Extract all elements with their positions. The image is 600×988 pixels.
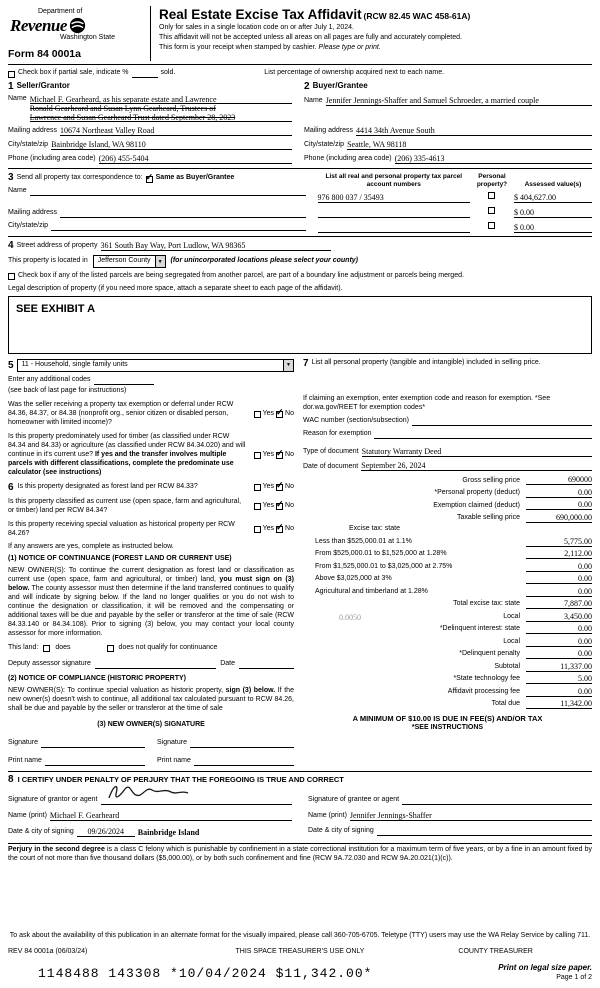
assessed-value-input-3[interactable]: $ 0.00: [514, 223, 592, 233]
technology-fee-value[interactable]: 5.00: [526, 674, 592, 684]
title-block: [150, 6, 592, 61]
exemption-note: If claiming an exemption, enter exemption code and reason for exemption. *See dor.wa.gov/REET for exemption codes*: [303, 395, 551, 412]
unincorporated-note: (for unincorporated locations please select your county): [170, 257, 358, 265]
check-icon: ✓: [276, 407, 284, 417]
buyer-csz-label: City/state/zip: [304, 141, 345, 149]
deputy-date-input[interactable]: [239, 660, 294, 669]
yes-label: Yes: [262, 483, 275, 491]
delinquent-interest-state-value[interactable]: 0.00: [526, 624, 592, 634]
segregated-checkbox[interactable]: [8, 273, 15, 280]
tax-correspondence-section: [8, 173, 318, 233]
corr-mailing-label: Mailing address: [8, 209, 58, 217]
property-location-section: [8, 236, 592, 354]
tax-row-bracket-3: [303, 562, 592, 572]
land-does-checkbox[interactable]: [43, 645, 50, 652]
buyer-csz-input[interactable]: Seattle, WA 98118: [347, 140, 592, 150]
grantor-date-input[interactable]: 09/26/2024: [77, 827, 135, 837]
tax-label: Less than $525,000.01 at 1.1%: [315, 537, 412, 545]
corr-csz-input[interactable]: [51, 222, 305, 231]
perjury-statement: [8, 843, 592, 864]
tax-label: Local: [503, 612, 520, 620]
parties-section: [8, 81, 592, 168]
located-in-label: This property is located in: [8, 257, 88, 265]
county-select-value: Jefferson County: [97, 257, 151, 265]
corr-name-label: Name: [8, 187, 27, 195]
corr-csz-label: City/state/zip: [8, 222, 49, 230]
subtotal-value[interactable]: 11,337.00: [526, 662, 592, 672]
grantee-sig-label: Signature of grantee or agent: [308, 795, 400, 803]
tax-row-total-state: [303, 599, 592, 609]
additional-codes-label: Enter any additional codes: [8, 376, 91, 384]
owner-print-name-label-1: Print name: [8, 756, 42, 764]
same-as-buyer-checkbox[interactable]: [145, 172, 154, 183]
chevron-down-icon: ▼: [283, 360, 293, 371]
chevron-down-icon: ▼: [155, 256, 165, 267]
header-note-2: This affidavit will not be accepted unless all areas on all pages are fully and accurately completed.: [159, 34, 462, 42]
buyer-phone-input[interactable]: (206) 335-4613: [395, 154, 592, 164]
buyer-mailing-input[interactable]: 4414 34th Avenue South: [356, 126, 592, 136]
main-columns: [8, 354, 592, 766]
header-note-3: This form is your receipt when stamped by cashier.: [159, 44, 317, 52]
reason-exemption-label: Reason for exemption: [303, 430, 372, 438]
s5q1-yes-checkbox[interactable]: [254, 411, 261, 418]
section-1-number: 1: [8, 80, 14, 92]
grantee-date-city-label: Date & city of signing: [308, 827, 374, 834]
section-2-number: 2: [304, 80, 310, 92]
excise-tax-table: [303, 475, 592, 709]
form-header: [8, 6, 592, 65]
grantee-print-label: Name (print): [308, 812, 347, 819]
delinquent-penalty-value[interactable]: 0.00: [526, 649, 592, 659]
gross-selling-price-value[interactable]: 690000: [526, 475, 592, 485]
parcel-number-input-3[interactable]: [318, 223, 470, 233]
type-or-print-note: Please type or print.: [318, 44, 381, 52]
section-4-number: 4: [8, 240, 14, 252]
partial-sale-label: Check box if partial sale, indicate %: [18, 69, 129, 77]
check-icon: ✓: [276, 499, 284, 510]
grantee-signature-block: [308, 790, 592, 837]
reason-exemption-input[interactable]: [374, 430, 592, 439]
total-due-value[interactable]: 11,342.00: [526, 699, 592, 709]
revenue-wordmark: Revenue: [10, 15, 67, 35]
exemption-claimed-value[interactable]: 0.00: [526, 500, 592, 510]
seller-phone-label: Phone (including area code): [8, 155, 96, 163]
owner-signature-input-2[interactable]: [190, 739, 294, 748]
personal-property-header: Personal property?: [476, 173, 508, 188]
tax-row-bracket-1: [303, 537, 592, 547]
correspondence-label: Send all property tax correspondence to:: [16, 174, 143, 182]
buyer-grantee-title: Buyer/Grantee: [312, 81, 368, 91]
treasurer-space-label: THIS SPACE TREASURER'S USE ONLY: [235, 948, 365, 956]
tax-row-local: [303, 612, 592, 622]
seller-csz-label: City/state/zip: [8, 141, 49, 148]
segregated-label: Check box if any of the listed parcels are being segregated from another parcel, are part of a boundary line adjustment or parcels being merged.: [18, 272, 464, 280]
grantee-print-name-input[interactable]: Jennifer Jennings-Shaffer: [350, 811, 592, 821]
grantor-sig-label: Signature of grantor or agent: [8, 795, 98, 803]
parcel-table: [318, 173, 592, 233]
bracket-2-value[interactable]: 2,112.00: [526, 549, 592, 559]
s5q2-no-checkbox[interactable]: [276, 447, 284, 459]
tax-row-exemption-deduct: [303, 500, 592, 510]
tax-label: Above $3,025,000 at 3%: [315, 575, 392, 583]
tax-label: Total excise tax: state: [453, 600, 520, 608]
street-address-label: Street address of property: [16, 242, 98, 250]
doc-type-input[interactable]: Statutory Warranty Deed: [362, 447, 592, 457]
county-treasurer-label: COUNTY TREASURER: [458, 948, 533, 956]
doc-type-label: Type of document: [303, 448, 359, 456]
partial-sale-row: [8, 65, 592, 81]
owner-print-name-label-2: Print name: [157, 756, 191, 764]
deputy-assessor-label: Deputy assessor signature: [8, 660, 91, 668]
rev-form-id: REV 84 0001a (06/03/24): [8, 948, 88, 956]
additional-codes-input[interactable]: [94, 376, 154, 385]
s6q1-yes-checkbox[interactable]: [254, 484, 261, 491]
tax-row-excise-header: [303, 525, 592, 534]
section-3-row: [8, 168, 592, 233]
notice-1-title: (1) NOTICE OF CONTINUANCE (FOREST LAND OR CURRENT USE): [8, 555, 232, 563]
seller-mailing-label: Mailing address: [8, 126, 58, 134]
agency-block: [8, 6, 150, 61]
personal-property-intro: List all personal property (tangible and intangible) included in selling price.: [311, 359, 541, 367]
tax-label: Exemption claimed (deduct): [433, 501, 520, 509]
no-label: No: [285, 483, 294, 491]
tax-row-bracket-4: [303, 574, 592, 584]
grantee-signature-input[interactable]: [402, 796, 592, 805]
owner-print-name-input-1[interactable]: [45, 757, 145, 766]
seller-name-line-3[interactable]: Lawrence and Susan Gearheard Trust dated September 28, 2023: [30, 113, 292, 122]
certification-section: [8, 771, 592, 837]
no-label: No: [285, 410, 294, 418]
s6-question-2: Is this property classified as current use (open space, farm and agricultural, or timber) land per RCW 84.34?: [8, 497, 242, 514]
land-use-value: 11 - Household, single family units: [21, 361, 128, 369]
check-icon: ✓: [145, 172, 154, 183]
s5q2-yes-checkbox[interactable]: [254, 452, 261, 459]
personal-property-checkbox-1[interactable]: [488, 192, 495, 199]
tax-label: Gross selling price: [462, 476, 520, 484]
see-back-note: (see back of last page for instructions): [8, 387, 127, 395]
tax-label: From $525,000.01 to $1,525,000 at 1.28%: [315, 550, 447, 558]
perjury-lead: Perjury in the second degree: [8, 846, 105, 854]
tax-label: *Personal property (deduct): [434, 489, 520, 496]
corr-mailing-input[interactable]: [60, 209, 305, 218]
tax-label: *Delinquent interest: state: [439, 625, 520, 633]
s6q1-no-checkbox[interactable]: [276, 480, 284, 491]
taxable-selling-price-value[interactable]: 690,000.00: [526, 513, 592, 523]
local-tax-value[interactable]: 3,450.00: [526, 612, 592, 622]
print-legal-note: Print on legal size paper.: [498, 963, 592, 973]
check-icon: ✓: [276, 480, 284, 491]
seller-name-line-1[interactable]: Michael F. Gearheard, as his separate estate and Lawrence: [30, 95, 292, 104]
header-note-1: Only for sales in a single location code on or after July 1, 2024.: [159, 24, 354, 32]
yes-label: Yes: [262, 502, 275, 510]
buyer-mailing-label: Mailing address: [304, 127, 354, 134]
see-instructions-note: *SEE INSTRUCTIONS: [411, 724, 484, 731]
notice-1-text-a: NEW OWNER(S): To continue the current designation as forest land or classification as current use (open space, farm and agricultural, or timber) land,: [8, 567, 294, 584]
county-select[interactable]: [93, 255, 166, 268]
washington-state-label: Washington State: [60, 33, 115, 41]
land-use-select[interactable]: [17, 359, 294, 372]
seller-phone-input[interactable]: (206) 455-5404: [99, 154, 292, 164]
tax-label: Local: [503, 637, 520, 645]
does-not-label: does not qualify for continuance: [118, 644, 218, 652]
page-number: Page 1 of 2: [556, 974, 592, 982]
notice-2-title: (2) NOTICE OF COMPLIANCE (HISTORIC PROPERTY): [8, 675, 186, 682]
grantor-signature-block: [8, 790, 292, 837]
seller-grantor-title: Seller/Grantor: [16, 81, 70, 91]
owner-signature-label-2: Signature: [157, 738, 187, 746]
dor-logo-icon: [69, 17, 86, 34]
tax-label: *State technology fee: [453, 675, 520, 683]
grantor-date-city-label: Date & city of signing: [8, 828, 74, 836]
grantor-print-label: Name (print): [8, 812, 47, 819]
seller-csz-input[interactable]: Bainbridge Island, WA 98110: [51, 140, 292, 150]
section-5-number: 5: [8, 359, 14, 371]
parcel-row: [318, 192, 592, 203]
owner-signature-label-1: Signature: [8, 738, 38, 746]
no-label: No: [285, 450, 294, 458]
seller-mailing-input[interactable]: 10674 Northeast Valley Road: [60, 126, 292, 136]
street-address-input[interactable]: 361 South Bay Way, Port Ludlow, WA 98365: [101, 241, 331, 251]
seller-name-line-2[interactable]: Ronald Gearheard and Susan Lynn Gearheard, Trustees of: [29, 103, 216, 113]
doc-date-input[interactable]: September 26, 2024: [361, 461, 592, 471]
parcel-number-input-1[interactable]: 976 800 037 / 35493: [318, 193, 470, 203]
tax-label: Taxable selling price: [456, 514, 520, 521]
certify-statement: I CERTIFY UNDER PENALTY OF PERJURY THAT THE FOREGOING IS TRUE AND CORRECT: [17, 775, 344, 785]
local-rate-note: 0.0050: [339, 612, 361, 622]
notice-2-bold: sign (3) below.: [225, 686, 276, 694]
no-label: No: [285, 502, 294, 510]
section-7-number: 7: [303, 358, 309, 370]
notice-1-text-b: The county assessor must then determine if the land transferred continues to qualify and will indicate by signing below. If the land no longer qualifies or you do not wish to continue the designation or classification, it will be removed and the compensating or additional taxes will be due and payable by the seller or transferor at the time of sale (RCW 84.33.140 or 84.34.108). Prior to signing (3) below, you may contact your local county assessor for more information.: [8, 585, 294, 638]
form-title: Real Estate Excise Tax Affidavit: [159, 7, 362, 22]
left-column: [8, 359, 303, 766]
s5-question-2: Is this property predominately used for timber (as classified under RCW 84.34 and 84.33) or agriculture (as classified under RCW 84.34.020) and will continue in it's current use?: [8, 432, 246, 458]
legal-description-box[interactable]: [8, 296, 592, 354]
notice-2-text-a: NEW OWNER(S): To continue special valuation as historic property,: [8, 686, 224, 694]
deputy-assessor-signature-input[interactable]: [95, 660, 216, 669]
tax-label: Agricultural and timberland at 1.28%: [315, 587, 428, 595]
ownership-percentage-note: List percentage of ownership acquired next to each name.: [264, 69, 445, 77]
check-icon: ✓: [276, 447, 284, 458]
bracket-3-value[interactable]: 0.00: [526, 562, 592, 572]
grantor-print-name-input[interactable]: Michael F. Gearheard: [50, 811, 292, 821]
s5-question-1: Was the seller receiving a property tax exemption or deferral under RCW 84.36, 84.37, or 84.38 (nonprofit org., senior citizen or disabled person, homeowner with limited income)?: [8, 401, 234, 426]
s6q2-yes-checkbox[interactable]: [254, 503, 261, 510]
assessed-value-input-2[interactable]: $ 0.00: [514, 208, 592, 218]
tax-row-delinquent-penalty: [303, 649, 592, 659]
total-excise-state-value[interactable]: 7,887.00: [526, 599, 592, 609]
tax-row-delinquent-interest-state: [303, 624, 592, 634]
rcw-reference: (RCW 82.45 WAC 458-61A): [363, 11, 471, 21]
buyer-name-input[interactable]: Jennifer Jennings-Shaffer and Samuel Schroeder, a married couple: [326, 96, 592, 106]
grantee-date-city-input[interactable]: [377, 827, 592, 836]
notice-2-text-b: If the new owner(s) doesn't wish to continue, all additional tax calculated pursuant to RCW 84.26, shall be due and payable by the seller or transferor at the time of sale: [8, 686, 294, 712]
tax-row-delinquent-interest-local: [303, 637, 592, 647]
seller-name-label: Name: [8, 94, 27, 102]
s5-question-2-bold: If yes and the transfer involves multiple parcels with different classifications, complete the predominate use calculator (see instructions): [8, 450, 234, 476]
tax-row-subtotal: [303, 662, 592, 672]
agricultural-value[interactable]: 0.00: [526, 587, 592, 597]
s6q3-yes-checkbox[interactable]: [254, 526, 261, 533]
tax-row-agricultural: [303, 587, 592, 597]
tax-row-taxable: [303, 513, 592, 523]
grantor-signature-scribble: [103, 781, 193, 803]
partial-sale-checkbox[interactable]: [8, 71, 15, 78]
new-owners-signature-title: (3) NEW OWNER(S) SIGNATURE: [97, 720, 205, 728]
parcel-number-input-2[interactable]: [318, 208, 470, 218]
personal-property-checkbox-3[interactable]: [488, 222, 495, 229]
section-3-number: 3: [8, 172, 14, 184]
section-8-number: 8: [8, 773, 14, 785]
parcel-row: [318, 207, 592, 218]
same-as-buyer-label: Same as Buyer/Grantee: [155, 174, 235, 182]
s6-question-1: Is this property designated as forest land per RCW 84.33?: [17, 483, 198, 491]
tax-row-total-due: [303, 699, 592, 709]
s5q1-no-checkbox[interactable]: [276, 407, 284, 418]
buyer-grantee-section: [300, 81, 592, 164]
s6q2-no-checkbox[interactable]: [276, 499, 284, 510]
legal-description-label: Legal description of property (if you need more space, attach a separate sheet to each page of the affidavit).: [8, 285, 343, 293]
alternate-format-note: To ask about the availability of this publication in an alternate format for the visually impaired, please call 360-705-6705. Teletype (TTY) users may use the WA Relay Service by calling 711.: [9, 932, 591, 940]
personal-property-deduct-value[interactable]: 0.00: [526, 488, 592, 498]
form-number: Form 84 0001a: [8, 47, 81, 60]
parcel-row: [318, 222, 592, 233]
this-land-label: This land:: [8, 644, 39, 652]
s6q3-no-checkbox[interactable]: [276, 522, 284, 533]
parcel-numbers-header: List all real and personal property tax parcel account numbers: [325, 173, 463, 188]
tax-row-personal-deduct: [303, 488, 592, 498]
owner-print-name-input-2[interactable]: [194, 757, 294, 766]
legal-description-value: SEE EXHIBIT A: [16, 303, 96, 316]
buyer-name-label: Name: [304, 96, 323, 104]
dept-of-label: Department of: [38, 8, 83, 15]
yes-label: Yes: [262, 410, 275, 418]
s6-question-3: Is this property receiving special valuation as historical property per RCW 84.26?: [8, 520, 235, 537]
tax-label: Subtotal: [494, 662, 520, 670]
treasurer-stamp: 1148488 143308 *10/04/2024 $11,342.00*: [38, 966, 373, 982]
yes-label: Yes: [262, 525, 275, 533]
tax-label: From $1,525,000.01 to $3,025,000 at 2.75%: [315, 562, 453, 570]
check-icon: ✓: [276, 522, 284, 533]
right-column: [303, 359, 592, 766]
wac-number-input[interactable]: [412, 417, 592, 426]
tax-row-bracket-2: [303, 549, 592, 559]
processing-fee-value[interactable]: 0.00: [526, 687, 592, 697]
assessed-value-header: Assessed value(s): [524, 180, 582, 188]
section-6-number: 6: [8, 481, 14, 493]
assessed-value-input-1[interactable]: $ 404,627.00: [514, 193, 592, 203]
does-label: does: [55, 644, 71, 652]
wac-number-label: WAC number (section/subsection): [303, 417, 409, 425]
owner-signature-input-1[interactable]: [41, 739, 145, 748]
if-yes-note: If any answers are yes, complete as instructed below.: [8, 542, 174, 550]
tax-row-technology-fee: [303, 674, 592, 684]
buyer-phone-label: Phone (including area code): [304, 155, 392, 163]
tax-row-processing-fee: [303, 687, 592, 697]
perjury-body: is a class C felony which is punishable by confinement in a state correctional institution for a maximum term of five years, or by a fine in an amount fixed by the court of not more than five thousand dollars ($5,000.00), or by both such confinement and fine (RCW 9A.72.030 and RCW 9A.20.021(1)(c)).: [8, 846, 592, 863]
tax-label: *Delinquent penalty: [459, 650, 520, 658]
bracket-1-value[interactable]: 5,775.00: [526, 537, 592, 547]
tax-label: Total due: [491, 700, 520, 708]
seller-grantor-section: [8, 81, 300, 164]
personal-property-checkbox-2[interactable]: [488, 207, 495, 214]
excise-tax-state-label: Excise tax: state: [349, 525, 400, 533]
no-label: No: [285, 525, 294, 533]
bracket-4-value[interactable]: 0.00: [526, 574, 592, 584]
minimum-due-note: A MINIMUM OF $10.00 IS DUE IN FEE(S) AND/OR TAX: [352, 714, 543, 724]
tax-label: Affidavit processing fee: [447, 687, 520, 695]
partial-percent-input[interactable]: [132, 69, 158, 78]
tax-row-gross: [303, 475, 592, 485]
grantor-city-input[interactable]: Bainbridge Island: [137, 827, 200, 837]
yes-label: Yes: [262, 450, 275, 458]
corr-name-input[interactable]: [30, 187, 306, 196]
delinquent-interest-local-value[interactable]: 0.00: [526, 637, 592, 647]
partial-sold-label: sold.: [160, 69, 176, 77]
doc-date-label: Date of document: [303, 462, 359, 470]
notice-1-bold: you must sign on (3) below.: [8, 576, 294, 593]
land-does-not-checkbox[interactable]: [107, 645, 114, 652]
footer-block: [8, 929, 592, 983]
deputy-date-label: Date: [220, 660, 235, 668]
